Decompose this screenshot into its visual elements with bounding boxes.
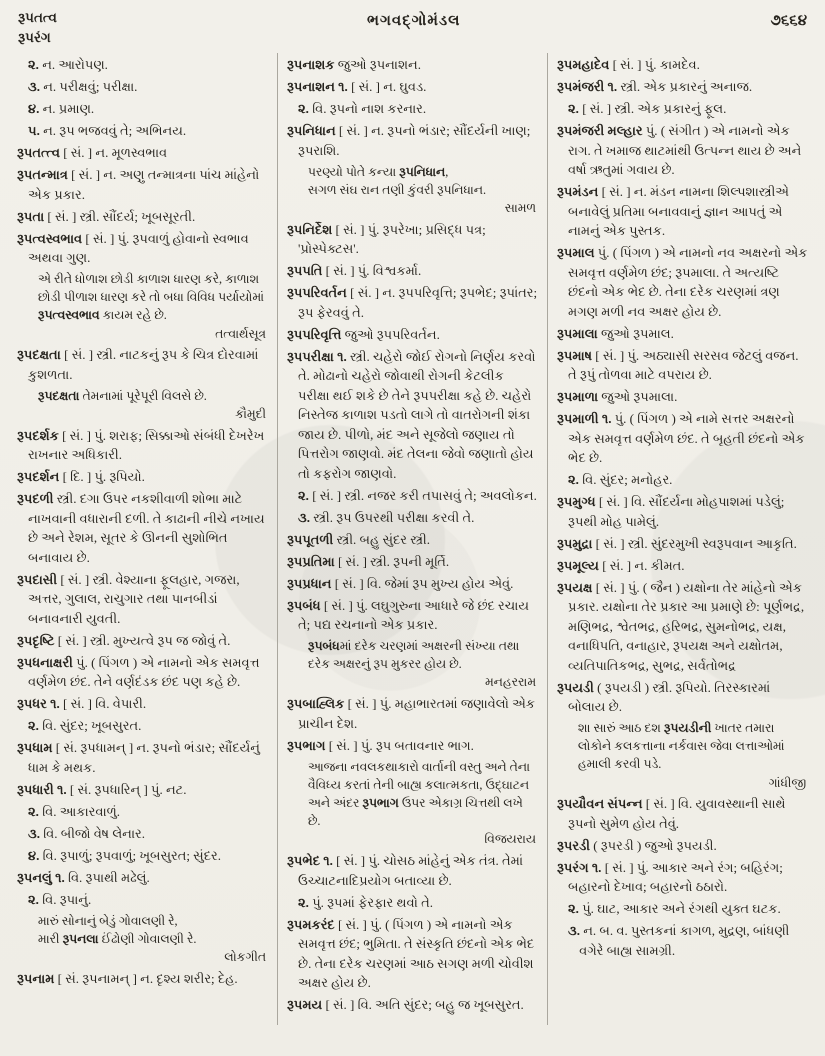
entry-definition: [ સં. ] પું. વિશ્વકર્મા. <box>325 263 422 279</box>
entry-headword: રૂપદર્શન <box>17 469 60 485</box>
entry-definition: [ સં. ] પું. રૂપરેખા; પ્રસિદ્ધ પત્ર; 'પ્રોસ્પેક્ટસ'. <box>298 221 486 257</box>
entry-headword: રૂપમૂલ્ય <box>557 557 599 573</box>
sense-line <box>568 899 808 919</box>
entry-headword: રૂપયડી <box>557 679 594 695</box>
entry-definition: [ સં. ] પું. ( પિંગળ ) એ નામનો એક સમવૃત્ત છંદ; ભુમિતા. તે સંસ્કૃતિ છંદનો એક ભેદ છે. તેના દરેક ચરણમાં આઠ સગણ મળી ચોવીશ અક્ષર હોય છે. <box>298 916 535 991</box>
entry-definition: [ સં. ] સ્ત્રી. મુખ્યત્વે રૂપ જ જોવું તે. <box>57 632 231 648</box>
entry-headword: રૂપરડી <box>557 837 590 853</box>
dictionary-entry <box>557 578 808 676</box>
sense-number: ૪. <box>28 101 40 116</box>
entry-headword: રૂપમય <box>287 997 323 1013</box>
dictionary-entry <box>17 969 268 989</box>
entry-definition: પું. ( પિંગળ ) એ નામે સત્તર અક્ષરનો એક સમવૃત્ત વર્ણમેળ છંદ. તે બૃહતી છંદનો એક ભેદ છે. <box>568 411 805 465</box>
sense-definition: ન. રૂપ ભજવવું તે; અભિનય. <box>43 123 187 138</box>
sense-definition: વિ. સુંદર; ખૂબસુરત. <box>42 718 142 734</box>
entry-headword: રૂપદર્શક <box>17 427 59 443</box>
entry-headword: રૂપનામ <box>17 970 55 986</box>
entry-headword: રૂપપ્રતિમા <box>287 553 335 569</box>
dictionary-entry <box>17 207 268 227</box>
entry-definition: [ સં. ] ન. ઘુવડ. <box>351 79 427 94</box>
entry-definition: [ સં. ] ન. મંડન નામના શિલ્પશાસ્ત્રીએ બનાવેલું પ્રતિમા બનાવવાનું જ્ઞાન આપતું એ નામનું એક પુસ્તક. <box>568 184 790 238</box>
entry-definition: [ સં. ] ન. રૂપનો ભંડાર; સૌંદર્યની ખાણ; રૂપરાશિ. <box>298 123 531 158</box>
dictionary-entry <box>287 915 538 993</box>
sense-definition: વિ. રૂપનો નાશ કરનાર. <box>312 101 427 116</box>
dictionary-entry <box>557 387 808 407</box>
entry-definition: જુઓ રૂપનાશન. <box>337 57 421 72</box>
entry-definition: [ સં. ] પું. આકાર અને રંગ; બહિરંગ; બહારનો દેખાવ; બહારનો ઠઠારો. <box>568 859 783 895</box>
entry-definition: [ સં. ] પું. અઠ્યાસી સરસવ જેટલું વજન. તે રૂપું તોળવા માટે વપરાય છે. <box>568 347 799 382</box>
entry-definition: [ દિ. ] પું. રૂપિયો. <box>62 469 145 485</box>
entry-headword: રૂપમંજરી મલ્હાર <box>557 123 643 138</box>
entry-headword: રૂપધનાક્ષરી <box>17 654 73 670</box>
sense-line <box>28 846 268 866</box>
entry-definition: [ સં. ] પું. રૂપ બતાવનાર ભાગ. <box>328 737 474 753</box>
quote-line: પરણ્યો પોતે કન્યા રૂપનિધાન, <box>307 164 449 179</box>
entry-headword: રૂપનલું ૧. <box>17 869 65 885</box>
dictionary-entry <box>557 77 808 97</box>
entry-definition: [ સં. ] પું. રૂપવાળું હોવાનો સ્વભાવ અથવા ગુણ. <box>28 230 249 265</box>
quotation <box>578 719 808 792</box>
entry-headword: રૂપમંજરી ૧. <box>557 79 618 94</box>
entry-headword: રૂપતા <box>17 208 45 224</box>
entry-definition: [ સં. રૂપધારિન્ ] પું. નટ. <box>69 781 187 797</box>
entry-definition: [ સં. ] ન. અણુ તન્માત્રના પાંચ માંહેનો એક પ્રકાર. <box>28 167 260 202</box>
sense-number: ૪. <box>28 847 40 863</box>
sense-line <box>28 99 268 119</box>
entry-headword: રૂપરંગ ૧. <box>557 859 602 875</box>
sense-definition: વિ. આકારવાળું. <box>42 803 121 819</box>
dictionary-entry <box>557 836 808 856</box>
dictionary-entry <box>287 283 538 322</box>
entry-headword: રૂપપરિવૃત્તિ <box>287 326 342 342</box>
citation: ગાંધીજી <box>768 775 806 790</box>
entry-headword: રૂપમુદ્રા <box>557 535 593 551</box>
dictionary-entry <box>287 55 538 75</box>
dictionary-entry <box>17 426 268 465</box>
entry-headword: રૂપમંડન <box>557 184 599 199</box>
sense-number: ૨. <box>568 901 579 917</box>
entry-definition: [ સં. ] સ્ત્રી. સૌંદર્ય; ખૂબસૂરતી. <box>47 208 196 224</box>
quote-line: મારી રૂપનલા ઈંઢોણી ગોવાલણી રે. <box>37 931 197 946</box>
sense-line <box>568 99 808 119</box>
column-1 <box>8 53 277 1025</box>
catchword <box>18 8 57 49</box>
entry-definition: [ સં. ] પું. શરાફ; સિક્કાઓ સંબંધી દેખરેખ રાખનાર અધિકારી. <box>28 427 265 463</box>
entry-headword: રૂપમાષ <box>557 347 592 363</box>
entry-headword: રૂપયક્ષ <box>557 579 593 595</box>
dictionary-entry <box>17 653 268 692</box>
sense-definition: ન. આરોપણ. <box>42 57 108 72</box>
dictionary-entry <box>287 851 538 890</box>
dictionary-entry <box>557 794 808 833</box>
dictionary-entry <box>557 409 808 468</box>
sense-number: ૨. <box>298 894 309 910</box>
entry-definition: પું. ( પિંગળ ) એ નામનો એક સમવૃત્ત વર્ણમેળ છંદ. તેને વર્ણદંડક છંદ પણ કહે છે. <box>28 654 260 690</box>
entry-definition: [ સં. ] વિ. વેપારી. <box>63 696 147 712</box>
sense-definition: વિ. સુંદર; મનોહર. <box>582 472 673 487</box>
entry-definition: [ સં. ] સ્ત્રી. નાટકનું રૂપ કે ચિત્ર દોરવામાં કુશળતા. <box>28 347 259 382</box>
entry-headword: રૂપપૂતળી <box>287 531 334 547</box>
dictionary-entry <box>17 631 268 651</box>
entry-definition: [ સં. ] વિ. યુવાવસ્થાની સાથે રૂપનો સુમેળ હોય તેવું. <box>568 796 786 831</box>
entry-definition: જુઓ રૂપમાલા. <box>601 389 678 404</box>
entry-definition: સ્ત્રી. દગા ઉપર નકશીવાળી શોભા માટે નાખવાની વધારાની દળી. તે કાઢાની નીચે નખાય છે અને રેશમ, સૂતર કે ઊનની સુશોભિત બનાવાય છે. <box>28 491 265 565</box>
dictionary-entry <box>17 143 268 163</box>
dictionary-entry <box>287 694 538 733</box>
sense-definition: ન. પરીક્ષવું; પરીક્ષા. <box>43 79 138 94</box>
dictionary-entry <box>287 261 538 281</box>
quote-line: આજના નવલકથાકારો વાર્તાની વસ્તુ અને તેના વૈવિધ્ય કરતાં તેની બાહ્ય કલાત્મકતા, ઉદ્ઘાટન અને અંદર રૂપભાગ ઉપર એકાગ્ર ચિત્તથી લખે છે. <box>307 759 530 829</box>
quote-line: રૂપબંધમાં દરેક ચરણમાં અક્ષરની સંખ્યા તથા દરેક અક્ષરનું રૂપ મુકરર હોય છે. <box>307 639 520 672</box>
dictionary-entry <box>17 467 268 487</box>
dictionary-entry <box>17 694 268 714</box>
citation: મનહરરામ <box>485 675 536 690</box>
dictionary-entry <box>287 596 538 635</box>
entry-headword: રૂપધામ <box>17 740 53 756</box>
sense-line <box>298 893 538 913</box>
dictionary-entry <box>287 552 538 572</box>
dictionary-entry <box>287 347 538 484</box>
sense-definition: પું. ઘાટ, આકાર અને રંગથી યુક્ત ઘટક. <box>582 901 781 917</box>
sense-number: ૨. <box>28 803 39 819</box>
entry-definition: [ સં. ] સ્ત્રી. રૂપની મૂર્તિ. <box>337 553 450 569</box>
quote-line: રૂપદક્ષતા તેમનામાં પૂરેપૂરી વિલસે છે. <box>37 388 207 403</box>
entry-headword: રૂપતન્માત્ર <box>17 167 68 182</box>
entry-headword: રૂપપતિ <box>287 263 323 279</box>
sense-definition: ન. બ. વ. પુસ્તકનાં કાગળ, મુદ્રણ, બાંધણી વગેરે બાહ્ય સામગ્રી. <box>579 923 790 958</box>
entry-definition: જુઓ રૂપપરિવર્તન. <box>344 326 440 342</box>
sense-number: ૫. <box>28 123 40 138</box>
entry-headword: રૂપભાગ <box>287 737 326 753</box>
dictionary-entry <box>557 492 808 531</box>
entry-headword: રૂપનાશક <box>287 57 335 72</box>
entry-definition: વિ. રૂપાથી મઢેલું. <box>68 869 150 885</box>
dictionary-entry <box>287 325 538 345</box>
sense-definition: વિ. રૂપાળું; રૂપવાળું; ખૂબસુરત; સુંદર. <box>42 847 221 863</box>
entry-definition: [ સં. ] પું. મહાભારતમાં જણાવેલો એક પ્રાચીન દેશ. <box>298 696 535 731</box>
entry-definition: પું. ( સંગીત ) એ નામનો એક રાગ. તે ખમાજ થાટમાંથી ઉત્પન્ન થાય છે અને વર્ષા ઋતુમાં ગવાય છે. <box>568 123 802 177</box>
page-header <box>0 0 825 51</box>
entry-definition: [ સં. ] ન. કીમત. <box>602 557 685 573</box>
entry-definition: [ સં. ] પું. લઘુગુરુના આધારે જે છંદ રચાય તે; પદ્ય રચનાનો એક પ્રકાર. <box>298 597 529 633</box>
dictionary-entry <box>17 489 268 567</box>
quote-line: મારું સોનાનું બેડું ગોવાલણી રે, <box>37 913 178 928</box>
entry-headword: રૂપદક્ષતા <box>17 347 61 363</box>
citation: કૌમુદી <box>235 406 266 421</box>
sense-number: ૩. <box>568 923 580 939</box>
quotation <box>38 270 268 343</box>
sense-definition: સ્ત્રી. રૂપ ઉપરથી પરીક્ષા કરવી તે. <box>313 509 475 525</box>
entry-headword: રૂપનિધાન <box>287 123 336 138</box>
entry-definition: [ સં. રૂપધામન્ ] ન. રૂપનો ભંડાર; સૌંદર્યનું ધામ કે મથક. <box>28 740 260 775</box>
dictionary-entry <box>287 574 538 594</box>
entry-definition: સ્ત્રી. ચહેરો જોઈ રોગનો નિર્ણય કરવો તે. મોઢાનો ચહેરો જોવાથી રોગની કેટલીક પરીક્ષા થઈ શકે છે તેને રૂપપરીક્ષા કહે છે. ચહેરો નિસ્તેજ કાળાશ પડતો લાગે તો વાતરોગની શંકા જાય છે. પીળો, મંદ અને સૂજેલો જણાય તો પિત્તરોગ જાણવો. મંદ તેલના જેવો જણાતો હોય તો કફરોગ જાણવો. <box>298 348 536 481</box>
quotation <box>38 912 268 967</box>
entry-headword: રૂપમાળી ૧. <box>557 411 612 426</box>
sense-line <box>568 470 808 490</box>
entry-headword: રૂપધારી ૧. <box>17 781 67 797</box>
entry-definition: [ સં. ] ન. મૂળસ્વભાવ <box>63 145 168 160</box>
entry-headword: રૂપમાલ <box>557 245 595 260</box>
dictionary-entry <box>287 77 538 97</box>
entry-definition: [ સં. ] વિ. સૌંદર્યના મોહપાશમાં પડેલું; રૂપથી મોહ પામેલું. <box>568 494 785 529</box>
dictionary-entry <box>17 165 268 204</box>
entry-headword: રૂપદળી <box>17 491 54 507</box>
dictionary-entry <box>17 229 268 268</box>
sense-number: ૩. <box>298 509 310 525</box>
citation: વિજયરાય <box>484 832 536 847</box>
entry-headword: રૂપપરિવર્તન <box>287 285 347 301</box>
sense-line <box>298 486 538 506</box>
entry-definition: [ સં. ] ન. રૂપપરિવૃત્તિ; રૂપભેદ; રૂપાંતર; રૂપ ફેરવવું તે. <box>298 285 538 320</box>
dictionary-entry <box>287 121 538 160</box>
sense-line <box>28 802 268 822</box>
entry-headword: રૂપત્વસ્વભાવ <box>17 230 83 246</box>
entry-definition: [ સં. ] પું. ( જૈન ) યક્ષોના તેર માંહેનો એક પ્રકાર. યક્ષોના તેર પ્રકાર આ પ્રમાણે છે: પૂર્ણભદ્ર, મણિભદ્ર, શ્વેતભદ્ર, હરિભદ્ર, સુમનોભદ્ર, યક્ષ, વનાધિપતિ, વનાહાર, રૂપયક્ષ અને યક્ષોતમ, વ્યતિપાતિકભદ્ર, સુભદ્ર, સર્વતોભદ્ર <box>568 579 805 673</box>
dictionary-entry <box>17 570 268 629</box>
dictionary-entry <box>287 736 538 756</box>
entry-headword: રૂપનાશન ૧. <box>287 79 348 94</box>
citation: તત્વાર્થસૂત્ર <box>215 326 266 341</box>
sense-number: ૩. <box>28 79 40 94</box>
sense-line <box>28 824 268 844</box>
quote-line: એ રીતે ધોળાશ છોડી કાળાશ ધારણ કરે, કાળાશ છોડી પીળાશ ધારણ કરે તો બધા વિવિધ પર્યાયોમાં રૂપત્વસ્વભાવ કાયમ રહે છે. <box>37 272 265 323</box>
entry-headword: રૂપતત્ત્વ <box>17 145 60 160</box>
sense-line <box>28 890 268 910</box>
sense-line <box>28 55 268 75</box>
sense-definition: વિ. રૂપાનું. <box>42 891 92 907</box>
entry-headword: રૂપમકરંદ <box>287 916 335 932</box>
page-number: ૭૬૬૪ <box>770 13 807 29</box>
citation: લોકગીત <box>224 950 266 964</box>
sense-line <box>568 921 808 960</box>
column-2 <box>277 53 547 1025</box>
entry-definition: પું. ( પિંગળ ) એ નામનો નવ અક્ષરનો એક સમવૃત્ત વર્ણમેળ છંદ; રૂપમાલા. તે અત્યષ્ટિ છંદનો એક ભેદ છે. તેના દરેક ચરણમાં ત્રણ મગણ મળી નવ અક્ષર હોય છે. <box>568 245 808 319</box>
entry-headword: રૂપબંધ <box>287 597 321 613</box>
entry-headword: રૂપપરીક્ષા ૧. <box>287 348 347 364</box>
entry-definition: [ સં. ] સ્ત્રી. સુંદરમુખી સ્વરૂપવાન આકૃતિ. <box>595 535 797 551</box>
sense-definition: ન. પ્રમાણ. <box>42 101 95 116</box>
dictionary-entry <box>557 556 808 576</box>
entry-headword: રૂપનિર્દેશ <box>287 221 333 237</box>
columns-container <box>0 51 825 1033</box>
entry-definition: સ્ત્રી. બહુ સુંદર સ્ત્રી. <box>336 531 431 547</box>
entry-headword: રૂપમાળા <box>557 389 599 404</box>
entry-definition: ( રૂપયડી ) સ્ત્રી. રૂપિયો. તિરસ્કારમાં બોલાય છે. <box>568 679 771 714</box>
entry-definition: [ સં. રૂપનામન્ ] ન. દૃશ્ય શરીર; દેહ. <box>57 970 238 986</box>
entry-definition: [ સં. ] સ્ત્રી. વેશ્યાના ફૂલહાર, ગજરા, અત્તર, ગુલાલ, રાચુગાર તથા પાનબીડાં બનાવનારી યુવતી. <box>28 571 240 626</box>
dictionary-entry <box>287 530 538 550</box>
sense-number: ૨. <box>28 718 39 734</box>
sense-line <box>298 508 538 528</box>
dictionary-entry <box>557 243 808 321</box>
entry-headword: રૂપભેદ ૧. <box>287 853 333 869</box>
entry-definition: ( રૂપરડી ) જુઓ રૂપયડી. <box>593 837 717 853</box>
quote-line: સગળ સંઘ રાન તણી કુંવરી રૂપનિધાન. <box>307 182 487 197</box>
quotation <box>308 163 538 218</box>
dictionary-entry <box>287 220 538 259</box>
entry-headword: રૂપપ્રધાન <box>287 575 332 591</box>
dictionary-entry <box>557 121 808 180</box>
sense-number: ૨. <box>298 487 309 503</box>
catchword-bottom: રૂપરંગ <box>18 30 51 46</box>
quotation <box>308 758 538 849</box>
dictionary-entry <box>557 324 808 344</box>
entry-definition: [ સં. ] પું. ચોસઠ માંહેનું એક તંત્ર. તેમાં ઉચ્ચાટનાદિપ્રયોગ બતાવ્યા છે. <box>298 853 524 888</box>
entry-headword: રૂપબાહ્લિક <box>287 696 345 712</box>
dictionary-entry <box>557 534 808 554</box>
quotation <box>38 387 268 423</box>
dictionary-entry <box>557 55 808 75</box>
quotation <box>308 637 538 692</box>
sense-number: ૨. <box>568 101 579 116</box>
sense-definition: વિ. બીજો વેષ લેનાર. <box>43 825 145 841</box>
sense-number: ૨. <box>28 891 39 907</box>
entry-definition: [ સં. ] વિ. જેમાં રૂપ મુખ્ય હોય એવું. <box>334 575 514 591</box>
entry-headword: રૂપમાલા <box>557 325 598 341</box>
sense-number: ૩. <box>28 825 40 841</box>
dictionary-entry <box>287 995 538 1015</box>
entry-definition: [ સં. ] વિ. અતિ સુંદર; બહુ જ ખૂબસુરત. <box>325 997 524 1013</box>
dictionary-entry <box>17 345 268 384</box>
sense-definition: [ સં. ] સ્ત્રી. નજર કરી તપાસવું તે; અવલોકન. <box>312 487 537 503</box>
entry-headword: રૂપધર ૧. <box>17 696 60 712</box>
dictionary-entry <box>17 868 268 888</box>
page-title: ભગવદ્ગોમંડલ <box>366 13 461 29</box>
entry-headword: રૂપમહાદેવ <box>557 57 610 72</box>
entry-headword: રૂપમુગ્ધ <box>557 494 596 509</box>
sense-line <box>298 99 538 119</box>
column-3 <box>547 53 817 1025</box>
entry-definition: સ્ત્રી. એક પ્રકારનું અનાજ. <box>620 79 753 94</box>
sense-number: ૨. <box>568 472 579 487</box>
sense-number: ૨. <box>298 101 309 116</box>
dictionary-entry <box>557 678 808 717</box>
sense-definition: [ સં. ] સ્ત્રી. એક પ્રકારનું ફૂલ. <box>582 101 727 116</box>
citation: સામળ <box>504 200 536 215</box>
dictionary-entry <box>557 858 808 897</box>
quote-line: શા સારું આઠ દશ રૂપયડીની ખાતર તમારા લોકોને કલકત્તાના નર્કવાસ જેવા લત્તાઓમાં હમાલી કરવી પડે. <box>577 721 785 772</box>
dictionary-entry <box>557 182 808 241</box>
sense-line <box>28 716 268 736</box>
entry-definition: જુઓ રૂપમાલ. <box>600 325 674 341</box>
dictionary-entry <box>17 780 268 800</box>
entry-headword: રૂપદાસી <box>17 571 58 587</box>
sense-line <box>28 121 268 141</box>
entry-headword: રૂપયૌવન સંપન્ન <box>557 796 643 812</box>
sense-number: ૨. <box>28 57 39 72</box>
entry-headword: રૂપદૃષ્ટિ <box>17 632 55 648</box>
sense-definition: પું. રૂપમાં ફેરફાર થવો તે. <box>312 894 433 910</box>
sense-line <box>28 77 268 97</box>
dictionary-entry <box>557 346 808 385</box>
catchword-top: રૂપતત્વ <box>18 10 57 25</box>
entry-definition: [ સં. ] પું. કામદેવ. <box>612 57 700 72</box>
dictionary-entry <box>17 738 268 777</box>
